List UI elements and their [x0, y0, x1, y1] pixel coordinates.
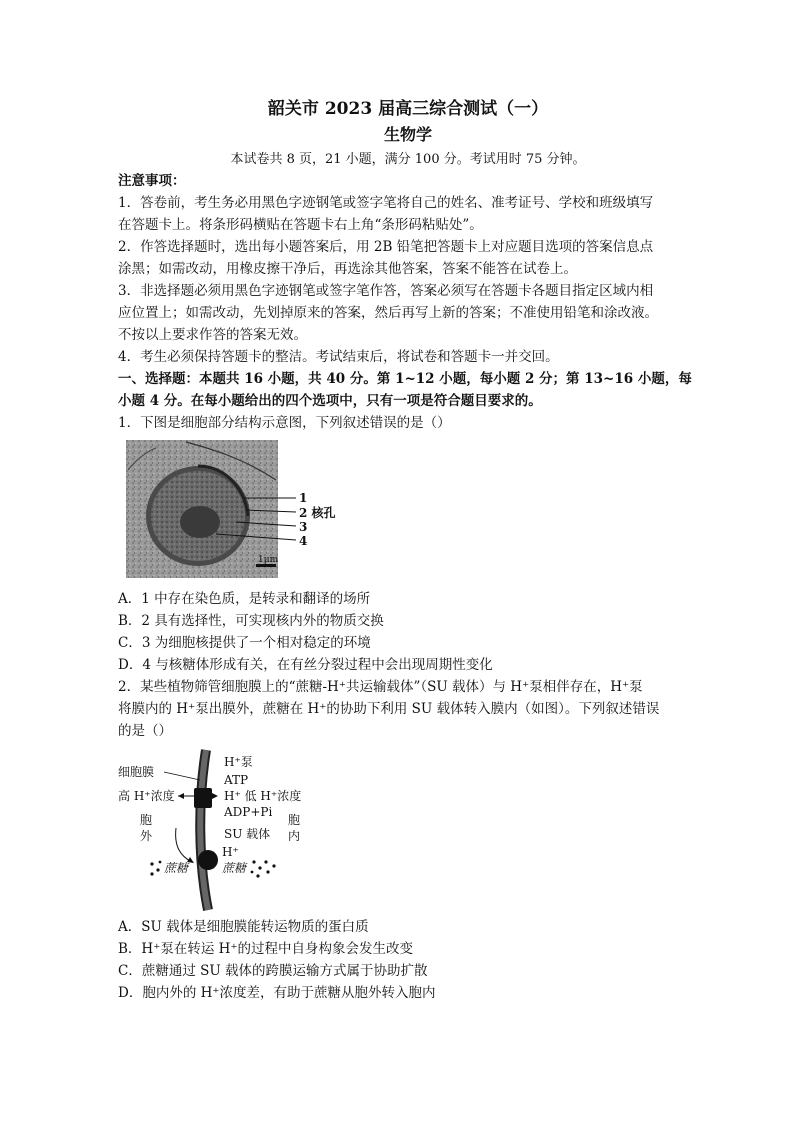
q1-option-a: A．1 中存在染色质，是转录和翻译的场所: [118, 591, 371, 607]
subject-title: 生物学: [383, 125, 432, 144]
note-line: 应位置上；如需改动，先划掉原来的答案，然后再写上新的答案；不准使用铅笔和涂改液。: [118, 305, 658, 321]
membrane-diagram: [118, 750, 328, 910]
label-2: 2 核孔: [299, 506, 336, 520]
q2-option-a: A．SU 载体是细胞膜能转运物质的蛋白质: [118, 919, 369, 935]
cell-nucleus-figure: [126, 440, 336, 578]
q2-option-d: D．胞内外的 H⁺浓度差，有助于蔗糖从胞外转入胞内: [118, 985, 436, 1001]
q2-option-c: C．蔗糖通过 SU 载体的跨膜运输方式属于协助扩散: [118, 963, 428, 979]
inside-label-1: 胞: [288, 813, 301, 827]
exam-page: [118, 96, 698, 1004]
note-line: 1．答卷前，考生务必用黑色字迹钢笔或签字笔将自己的姓名、准考证号、学校和班级填写: [118, 195, 654, 211]
inside-label-2: 内: [288, 829, 301, 843]
sucrose-inside-label: 蔗糖: [222, 861, 247, 875]
note-line: 4．考生必须保持答题卡的整洁。考试结束后，将试卷和答题卡一并交回。: [118, 349, 559, 365]
notes-heading: 注意事项：: [118, 173, 186, 189]
question-2-stem-line: 2．某些植物筛管细胞膜上的“蔗糖-H⁺共运输载体”（SU 载体）与 H⁺泵相伴存在，H⁺泵: [118, 679, 643, 695]
high-h-label: 高 H⁺浓度: [118, 789, 175, 803]
scale-bar-label: 1μm: [258, 555, 279, 565]
adp-label: ADP+Pi: [224, 805, 273, 819]
sucrose-dots-outside: [150, 861, 161, 876]
h-label: H⁺: [222, 845, 239, 859]
q1-option-d: D．4 与核糖体形成有关，在有丝分裂过程中会出现周期性变化: [118, 657, 493, 673]
sucrose-dots-inside: [251, 860, 276, 877]
section-heading: 一、选择题：本题共 16 小题，共 40 分。第 1~12 小题，每小题 2 分；第 13~16 小题，每: [118, 371, 692, 387]
note-line: 涂黑；如需改动，用橡皮擦干净后，再选涂其他答案，答案不能答在试卷上。: [118, 261, 577, 277]
section-heading-cont: 小题 4 分。在每小题给出的四个选项中，只有一项是符合题目要求的。: [118, 393, 542, 409]
q1-option-c: C．3 为细胞核提供了一个相对稳定的环境: [118, 635, 371, 651]
question-1-stem: 1．下图是细胞部分结构示意图，下列叙述错误的是（）: [118, 415, 451, 431]
exam-info: 本试卷共 8 页，21 小题，满分 100 分。考试用时 75 分钟。: [230, 152, 586, 167]
exam-title: 韶关市 2023 届高三综合测试（一）: [267, 99, 549, 119]
atp-label: ATP: [224, 773, 249, 787]
note-line: 3．非选择题必须用黑色字迹钢笔或签字笔作答，答案必须写在答题卡各题目指定区域内相: [118, 283, 654, 299]
membrane-transport-figure: [118, 750, 328, 910]
note-line: 2．作答选择题时，选出每小题答案后，用 2B 铅笔把答题卡上对应题目选项的答案信息点: [118, 239, 654, 255]
nucleus-micrograph: [126, 440, 336, 578]
label-4: 4: [299, 534, 308, 548]
low-h-label: H⁺ 低 H⁺浓度: [224, 789, 302, 803]
question-2-stem-line: 将膜内的 H⁺泵出膜外，蔗糖在 H⁺的协助下利用 SU 载体转入膜内（如图）。下列叙述错误: [118, 701, 660, 717]
label-1: 1: [299, 491, 308, 505]
q1-option-b: B．2 具有选择性，可实现核内外的物质交换: [118, 613, 384, 629]
sucrose-outside-label: 蔗糖: [164, 861, 189, 875]
note-line: 不按以上要求作答的答案无效。: [118, 327, 307, 343]
note-line: 在答题卡上。将条形码横贴在答题卡右上角“条形码粘贴处”。: [118, 217, 483, 233]
su-carrier-label: SU 载体: [224, 827, 271, 841]
outside-label-2: 外: [140, 829, 153, 843]
membrane-label: 细胞膜: [118, 765, 155, 779]
outside-label-1: 胞: [140, 813, 153, 827]
q2-option-b: B．H⁺泵在转运 H⁺的过程中自身构象会发生改变: [118, 941, 414, 957]
h-pump-label: H⁺泵: [224, 755, 253, 769]
label-3: 3: [299, 520, 308, 534]
question-2-stem-line: 的是（）: [118, 723, 172, 739]
